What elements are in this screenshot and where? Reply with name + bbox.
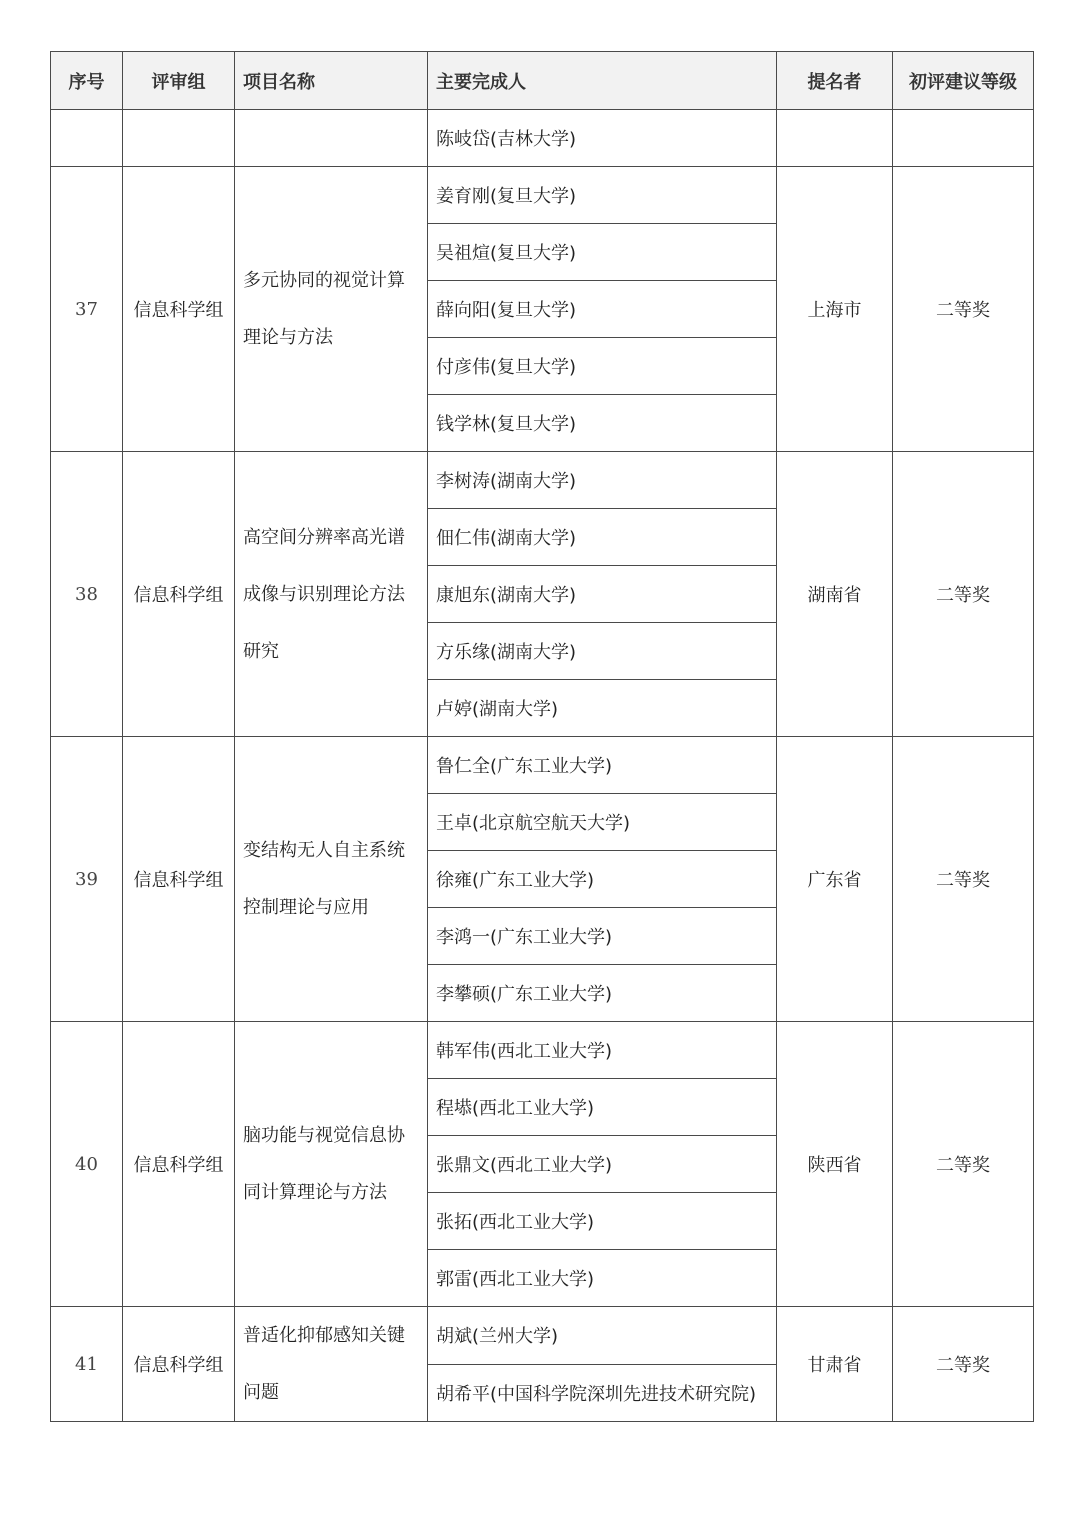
project-cell: [235, 1022, 428, 1307]
person-cell: 胡斌(兰州大学): [428, 1307, 777, 1365]
table-row: [51, 737, 1034, 794]
project-cell: [235, 452, 428, 737]
person-cell: 姜育刚(复旦大学): [428, 167, 777, 224]
person-cell: 方乐缘(湖南大学): [428, 623, 777, 680]
person-cell: 张拓(西北工业大学): [428, 1193, 777, 1250]
empty-cell: [893, 110, 1034, 167]
header-people: 主要完成人: [428, 52, 777, 110]
nominator-cell: 广东省: [777, 737, 893, 1022]
project-name-line: 问题: [243, 1382, 279, 1403]
person-cell: 张鼎文(西北工业大学): [428, 1136, 777, 1193]
header-row: [51, 52, 1034, 110]
nominator-cell: 上海市: [777, 167, 893, 452]
table-row: [51, 452, 1034, 509]
awards-table: [50, 51, 1034, 1422]
person-cell: 郭雷(西北工业大学): [428, 1250, 777, 1307]
index-cell: 38: [51, 452, 123, 737]
table-row: [51, 1307, 1034, 1365]
person-cell: 程塨(西北工业大学): [428, 1079, 777, 1136]
empty-cell: [123, 110, 235, 167]
person-cell: 吴祖煊(复旦大学): [428, 224, 777, 281]
person-cell: 徐雍(广东工业大学): [428, 851, 777, 908]
person-cell: 李鸿一(广东工业大学): [428, 908, 777, 965]
project-name-line: 成像与识别理论方法: [243, 583, 405, 605]
group-cell: 信息科学组: [123, 1307, 235, 1422]
project-name-line: 脑功能与视觉信息协: [243, 1125, 405, 1146]
header-project: 项目名称: [235, 52, 428, 110]
person-cell: 李攀硕(广东工业大学): [428, 965, 777, 1022]
person-cell: 鲁仁全(广东工业大学): [428, 737, 777, 794]
project-name-line: 高空间分辨率高光谱: [243, 526, 405, 548]
header-level: 初评建议等级: [893, 52, 1034, 110]
person-cell: 卢婷(湖南大学): [428, 680, 777, 737]
group-cell: 信息科学组: [123, 167, 235, 452]
table-row: [51, 167, 1034, 224]
continuation-row: [51, 110, 1034, 167]
project-name-line: 多元协同的视觉计算: [243, 270, 405, 291]
project-name-line: 普适化抑郁感知关键: [243, 1325, 405, 1346]
nominator-cell: 湖南省: [777, 452, 893, 737]
project-name-line: 变结构无人自主系统: [243, 840, 405, 861]
project-name-line: 研究: [243, 640, 279, 662]
person-cell: 韩军伟(西北工业大学): [428, 1022, 777, 1079]
person-cell: 王卓(北京航空航天大学): [428, 794, 777, 851]
project-name-line: 控制理论与应用: [243, 897, 369, 918]
project-cell: [235, 167, 428, 452]
project-cell: [235, 737, 428, 1022]
group-cell: 信息科学组: [123, 737, 235, 1022]
person-cell: 薛向阳(复旦大学): [428, 281, 777, 338]
level-cell: 二等奖: [893, 452, 1034, 737]
nominator-cell: 陕西省: [777, 1022, 893, 1307]
level-cell: 二等奖: [893, 167, 1034, 452]
header-index: 序号: [51, 52, 123, 110]
index-cell: 41: [51, 1307, 123, 1422]
project-name-line: 同计算理论与方法: [243, 1182, 387, 1203]
empty-cell: [777, 110, 893, 167]
table-row: [51, 1022, 1034, 1079]
person-cell: 佃仁伟(湖南大学): [428, 509, 777, 566]
group-cell: 信息科学组: [123, 1022, 235, 1307]
nominator-cell: 甘肃省: [777, 1307, 893, 1422]
header-nominator: 提名者: [777, 52, 893, 110]
index-cell: 39: [51, 737, 123, 1022]
index-cell: 40: [51, 1022, 123, 1307]
person-cell: 陈岐岱(吉林大学): [428, 110, 777, 167]
project-name-line: 理论与方法: [243, 327, 333, 348]
person-cell: 康旭东(湖南大学): [428, 566, 777, 623]
person-cell: 钱学林(复旦大学): [428, 395, 777, 452]
empty-cell: [235, 110, 428, 167]
empty-cell: [51, 110, 123, 167]
group-cell: 信息科学组: [123, 452, 235, 737]
person-cell: 胡希平(中国科学院深圳先进技术研究院): [428, 1364, 777, 1422]
level-cell: 二等奖: [893, 1307, 1034, 1422]
project-cell: [235, 1307, 428, 1422]
person-cell: 付彦伟(复旦大学): [428, 338, 777, 395]
index-cell: 37: [51, 167, 123, 452]
level-cell: 二等奖: [893, 1022, 1034, 1307]
level-cell: 二等奖: [893, 737, 1034, 1022]
header-group: 评审组: [123, 52, 235, 110]
person-cell: 李树涛(湖南大学): [428, 452, 777, 509]
